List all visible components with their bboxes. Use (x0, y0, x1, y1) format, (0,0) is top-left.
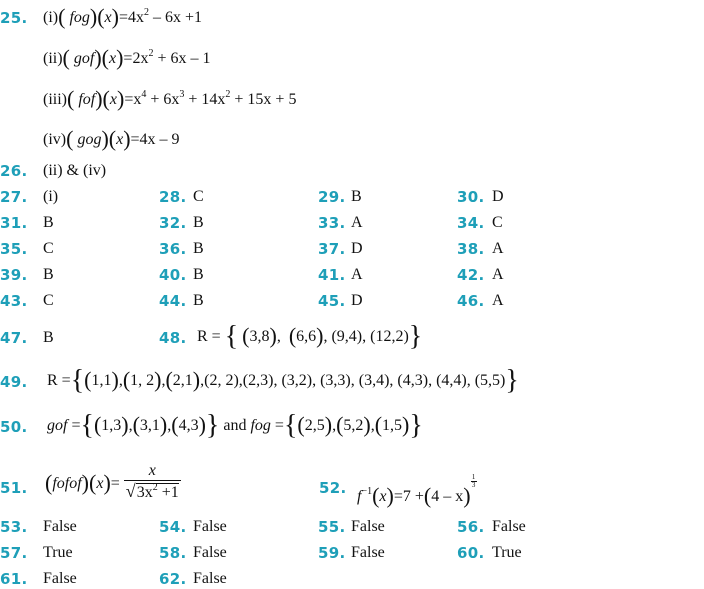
variable: x (379, 488, 387, 505)
question-number: 31. (0, 214, 28, 232)
answer-value: True (492, 544, 522, 561)
answer-value: True (43, 544, 73, 561)
question-number: 41. (318, 266, 346, 284)
question-number: 29. (318, 188, 346, 206)
rhs-tail: – 6x +1 (149, 9, 203, 26)
pair: 1,1 (91, 372, 112, 389)
question-number: 50. (0, 418, 28, 436)
answer-51: (fofof)(x)= $\frac{x}{√3x^2 +1}$ (45, 461, 179, 501)
answer-25-i: (i)( $fog)(x)=4x^2 - 6x +1$ (43, 4, 203, 29)
denominator: $√3x^2 +1$ (125, 480, 179, 501)
lhs: R = (197, 328, 221, 345)
rhs-tail: + 6x (146, 91, 180, 108)
answer-value: False (193, 518, 227, 535)
exponent: 2 (144, 7, 150, 18)
answer-value: A (492, 240, 504, 257)
part-label: (iii) (43, 91, 67, 108)
question-number: 53. (0, 518, 28, 536)
radicand: 3x (136, 483, 153, 501)
question-number: 60. (457, 544, 485, 562)
question-number: 47. (0, 329, 28, 347)
answer-value: B (351, 188, 362, 205)
answer-26: (ii) & (iv) (43, 162, 107, 179)
answer-25-ii: (ii)( $gof)(x)=2x^2 + 6x - 1$ (43, 45, 211, 70)
exponent: −1 (361, 486, 373, 497)
answer-value: B (43, 214, 54, 231)
answer-value: False (492, 518, 526, 535)
function-name: f (357, 488, 362, 505)
exponent: 2 (152, 481, 158, 493)
question-number: 49. (0, 373, 28, 391)
equals: = (270, 417, 284, 434)
rhs: =4x (118, 9, 145, 26)
answer-value: B (193, 240, 204, 257)
question-number: 56. (457, 518, 485, 536)
function-name: fog (250, 417, 271, 434)
answer-value: B (193, 292, 204, 309)
answer-48: R = { (3,8), (6,6), (9,4), (12,2)} (197, 321, 423, 352)
answer-value: A (351, 266, 363, 283)
variable: x (108, 50, 117, 67)
question-number: 57. (0, 544, 28, 562)
answer-value: A (492, 292, 504, 309)
question-number: 40. (159, 266, 187, 284)
radicand-tail: +1 (157, 483, 179, 501)
answer-25-iii: (iii)( $fof)(x)=x^4 + 6x^3 + 14x^2 + 15x + 5$ (43, 86, 297, 111)
exponent: 4 (141, 89, 147, 100)
answer-value: B (43, 266, 54, 283)
question-number: 33. (318, 214, 346, 232)
answer-value: B (193, 214, 204, 231)
answer-value: False (43, 570, 77, 587)
answer-value: D (351, 292, 363, 309)
question-number: 45. (318, 292, 346, 310)
answer-52: $f^{-1}(x)=7 +(4 - x)$ $\frac{1}{3}$ (357, 473, 476, 508)
pair: 4,3 (178, 417, 199, 434)
question-number: 36. (159, 240, 187, 258)
question-number: 61. (0, 570, 28, 588)
inner-expression: 4 – x (431, 488, 464, 505)
answer-49: R ={(1,1),(1, 2),(2,1),(2, 2),(2,3), (3,2), (3,3), (3,4), (4,3), (4,4), (5,5)} (47, 365, 519, 396)
rhs: =4x – 9 (130, 131, 180, 148)
pair: 2,1 (172, 372, 193, 389)
rhs-tail: + 15x + 5 (230, 91, 297, 108)
exponent: 3 (179, 89, 185, 100)
question-number: 34. (457, 214, 485, 232)
question-number: 28. (159, 188, 187, 206)
denominator: 3 (471, 481, 476, 489)
exponent: 2 (225, 89, 231, 100)
pair: 5,2 (343, 417, 364, 434)
answer-value: (i) (43, 188, 59, 205)
question-number: 46. (457, 292, 485, 310)
function-name: fog (69, 9, 90, 26)
answer-value: False (351, 518, 385, 535)
answer-value: False (351, 544, 385, 561)
pair: 1, 2 (130, 372, 155, 389)
rhs: =2x (123, 50, 149, 67)
variable: x (96, 475, 104, 492)
variable: x (104, 9, 112, 26)
answer-value: False (193, 544, 227, 561)
pairs-rest: ,(2, 2),(2,3), (3,2), (3,3), (3,4), (4,3), (4,4), (5,5) (200, 372, 506, 389)
question-number: 25. (0, 9, 28, 27)
function-name: gof (47, 417, 68, 434)
question-number: 42. (457, 266, 485, 284)
answer-value: B (193, 266, 204, 283)
answer-value: A (351, 214, 363, 231)
pair: 2,5 (304, 417, 325, 434)
rhs: =7 + (393, 488, 424, 505)
question-number: 62. (159, 570, 187, 588)
function-name: fof (78, 91, 96, 108)
rhs-tail: + 14x (184, 91, 226, 108)
answer-50: gof ={(1,3),(3,1),(4,3)} and fog ={(2,5),(5,2),(1,5)} (47, 410, 423, 441)
question-number: 55. (318, 518, 346, 536)
question-number: 26. (0, 162, 28, 180)
answer-value: False (43, 518, 77, 535)
conjunction: and (219, 417, 251, 434)
answer-value: C (492, 214, 503, 231)
question-number: 54. (159, 518, 187, 536)
question-number: 39. (0, 266, 28, 284)
part-label: (ii) (43, 50, 63, 67)
pair: 6,6 (296, 328, 317, 345)
numerator: x (148, 461, 156, 479)
pair: 3,1 (139, 417, 160, 434)
function-name: gof (73, 50, 95, 67)
answer-25-iv: (iv)( gog)(x)=4x – 9 (43, 126, 180, 151)
answer-47: B (43, 329, 54, 346)
part-label: (iv) (43, 131, 67, 148)
fraction (124, 462, 181, 503)
function-name: gog (77, 131, 102, 148)
equals: = (67, 417, 81, 434)
answer-value: D (351, 240, 363, 257)
part-label: (i) (43, 9, 59, 26)
question-number: 48. (159, 329, 187, 347)
equals: = (110, 475, 120, 492)
pair: 3,8 (249, 328, 270, 345)
exponent: 2 (148, 48, 154, 59)
answer-value: A (492, 266, 504, 283)
question-number: 44. (159, 292, 187, 310)
answer-value: C (43, 240, 54, 257)
answer-value: C (43, 292, 54, 309)
pair: 1,3 (101, 417, 122, 434)
fractional-exponent (471, 474, 477, 489)
variable: x (109, 91, 117, 108)
question-number: 59. (318, 544, 346, 562)
pair: 1,5 (382, 417, 403, 434)
answer-value: C (193, 188, 204, 205)
question-number: 43. (0, 292, 28, 310)
variable: x (116, 131, 124, 148)
question-number: 30. (457, 188, 485, 206)
question-number: 35. (0, 240, 28, 258)
question-number: 38. (457, 240, 485, 258)
rhs: =x (124, 91, 142, 108)
numerator: 1 (471, 473, 476, 481)
pairs-rest: , (9,4), (12,2) (323, 328, 409, 345)
question-number: 58. (159, 544, 187, 562)
question-number: 52. (319, 479, 347, 497)
answer-value: False (193, 570, 227, 587)
question-number: 51. (0, 479, 28, 497)
question-number: 37. (318, 240, 346, 258)
question-number: 32. (159, 214, 187, 232)
rhs-tail: + 6x – 1 (153, 50, 211, 67)
question-number: 27. (0, 188, 28, 206)
answer-value: D (492, 188, 504, 205)
function-name: fofof (52, 475, 82, 492)
lhs: R = (47, 372, 71, 389)
